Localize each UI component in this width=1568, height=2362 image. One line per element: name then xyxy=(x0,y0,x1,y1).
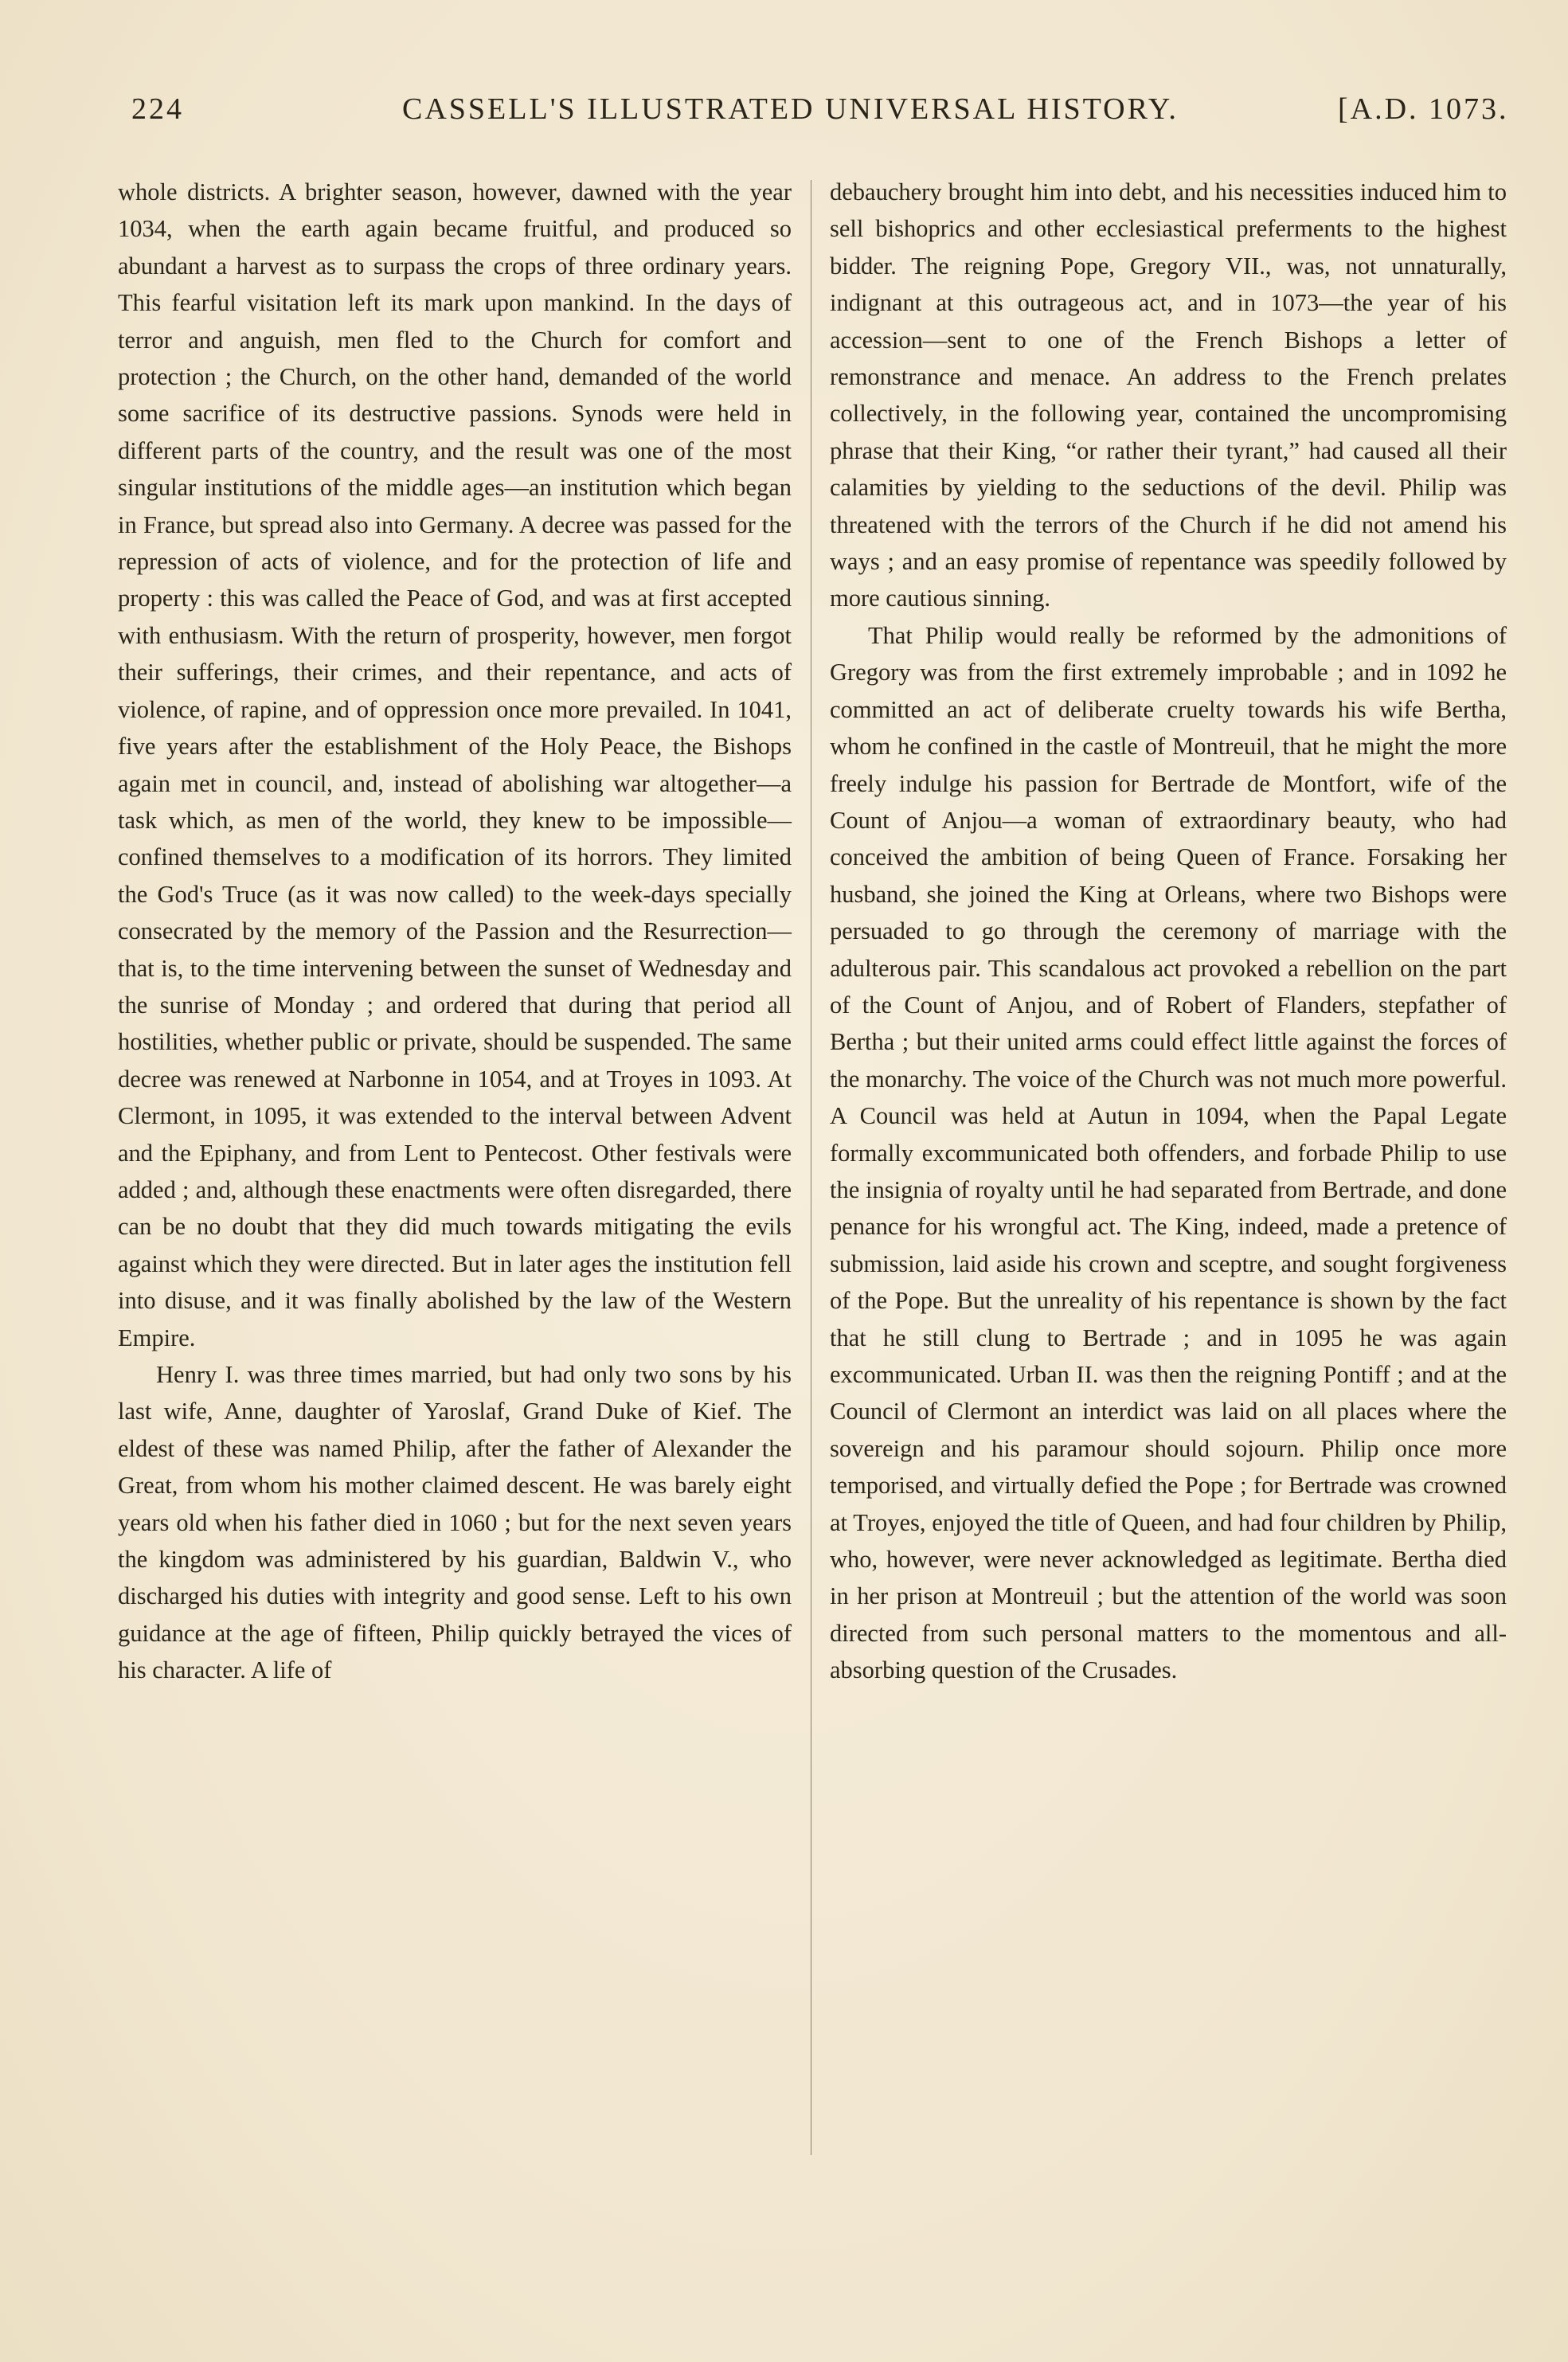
paragraph: whole districts. A brighter season, however, dawned with the year 1034, when the earth again became fruitful, and produced so abundant a harvest as to surpass the crops of three ordinary years. This fearful visitation left its mark upon mankind. In the days of terror and anguish, men fled to the Church for comfort and protection ; the Church, on the other hand, demanded of the world some sacrifice of its destructive passions. Synods were held in different parts of the country, and the result was one of the most singular institutions of the middle ages—an institution which began in France, but spread also into Germany. A decree was passed for the repression of acts of violence, and for the protection of life and property : this was called the Peace of God, and was at first accepted with enthusiasm. With the return of prosperity, however, men forgot their sufferings, their crimes, and their repentance, and acts of violence, of rapine, and of oppression once more prevailed. In 1041, five years after the establishment of the Holy Peace, the Bishops again met in council, and, instead of abolishing war altogether—a task which, as men of the world, they knew to be impossible—confined themselves to a modification of its horrors. They limited the God's Truce (as it was now called) to the week-days specially consecrated by the memory of the Passion and the Resurrection—that is, to the time intervening between the sunset of Wednesday and the sunrise of Monday ; and ordered that during that period all hostilities, whether public or private, should be suspended. The same decree was renewed at Narbonne in 1054, and at Troyes in 1093. At Clermont, in 1095, it was extended to the interval between Advent and the Epiphany, and from Lent to Pentecost. Other festivals were added ; and, although these enactments were often disregarded, there can be no doubt that they did much towards mitigating the evils against which they were directed. But in later ages the institution fell into disuse, and it was finally abolished by the law of the Western Empire. xyxy=(118,178,792,1351)
left-column xyxy=(118,174,792,1689)
paragraph: That Philip would really be reformed by the admonitions of Gregory was from the first extremely improbable ; and in 1092 he committed an act of deliberate cruelty towards his wife Bertha, whom he confined in the castle of Montreuil, that he might the more freely indulge his passion for Bertrade de Montfort, wife of the Count of Anjou—a woman of extraordinary beauty, who had conceived the ambition of being Queen of France. Forsaking her husband, she joined the King at Orleans, where two Bishops were persuaded to go through the ceremony of marriage with the adulterous pair. This scandalous act provoked a rebellion on the part of the Count of Anjou, and of Robert of Flanders, stepfather of Bertha ; but their united arms could effect little against the forces of the monarchy. The voice of the Church was not much more powerful. A Council was held at Autun in 1094, when the Papal Legate formally excommunicated both offenders, and forbade Philip to use the insignia of royalty until he had separated from Bertrade, and done penance for his wrongful act. The King, indeed, made a pretence of submission, laid aside his crown and sceptre, and sought forgiveness of the Pope. But the unreality of his repentance is shown by the fact that he still clung to Bertrade ; and in 1095 he was again excommunicated. Urban II. was then the reigning Pontiff ; and at the Council of Clermont an interdict was laid on all places where the sovereign and his paramour should sojourn. Philip once more temporised, and virtually defied the Pope ; for Bertrade was crowned at Troyes, enjoyed the title of Queen, and had four children by Philip, who, however, were never acknowledged as legitimate. Bertha died in her prison at Montreuil ; but the attention of the world was soon directed from such personal matters to the momentous and all-absorbing question of the Crusades. xyxy=(830,621,1507,1684)
header-date: [A.D. 1073. xyxy=(1338,92,1509,126)
running-title: CASSELL'S ILLUSTRATED UNIVERSAL HISTORY. xyxy=(402,92,1179,126)
right-column xyxy=(830,174,1507,1689)
paragraph: debauchery brought him into debt, and his necessities induced him to sell bishoprics and other ecclesiastical preferments to the highest bidder. The reigning Pope, Gregory VII., was, not unnaturally, indignant at this outrageous act, and in 1073—the year of his accession—sent to one of the French Bishops a letter of remonstrance and menace. An address to the French prelates collectively, in the following year, contained the uncompromising phrase that their King, “or rather their tyrant,” had caused all their calamities by yielding to the seductions of the devil. Philip was threatened with the terrors of the Church if he did not amend his ways ; and an easy promise of repentance was speedily followed by more cautious sinning. xyxy=(830,178,1507,612)
paragraph: Henry I. was three times married, but had only two sons by his last wife, Anne, daughter of Yaroslaf, Grand Duke of Kief. The eldest of these was named Philip, after the father of Alexander the Great, from whom his mother claimed descent. He was barely eight years old when his father died in 1060 ; but for the next seven years the kingdom was administered by his guardian, Baldwin V., who discharged his duties with integrity and good sense. Left to his own guidance at the age of fifteen, Philip quickly betrayed the vices of his character. A life of xyxy=(118,1361,792,1684)
running-header xyxy=(115,92,1549,139)
page-number: 224 xyxy=(131,92,184,126)
